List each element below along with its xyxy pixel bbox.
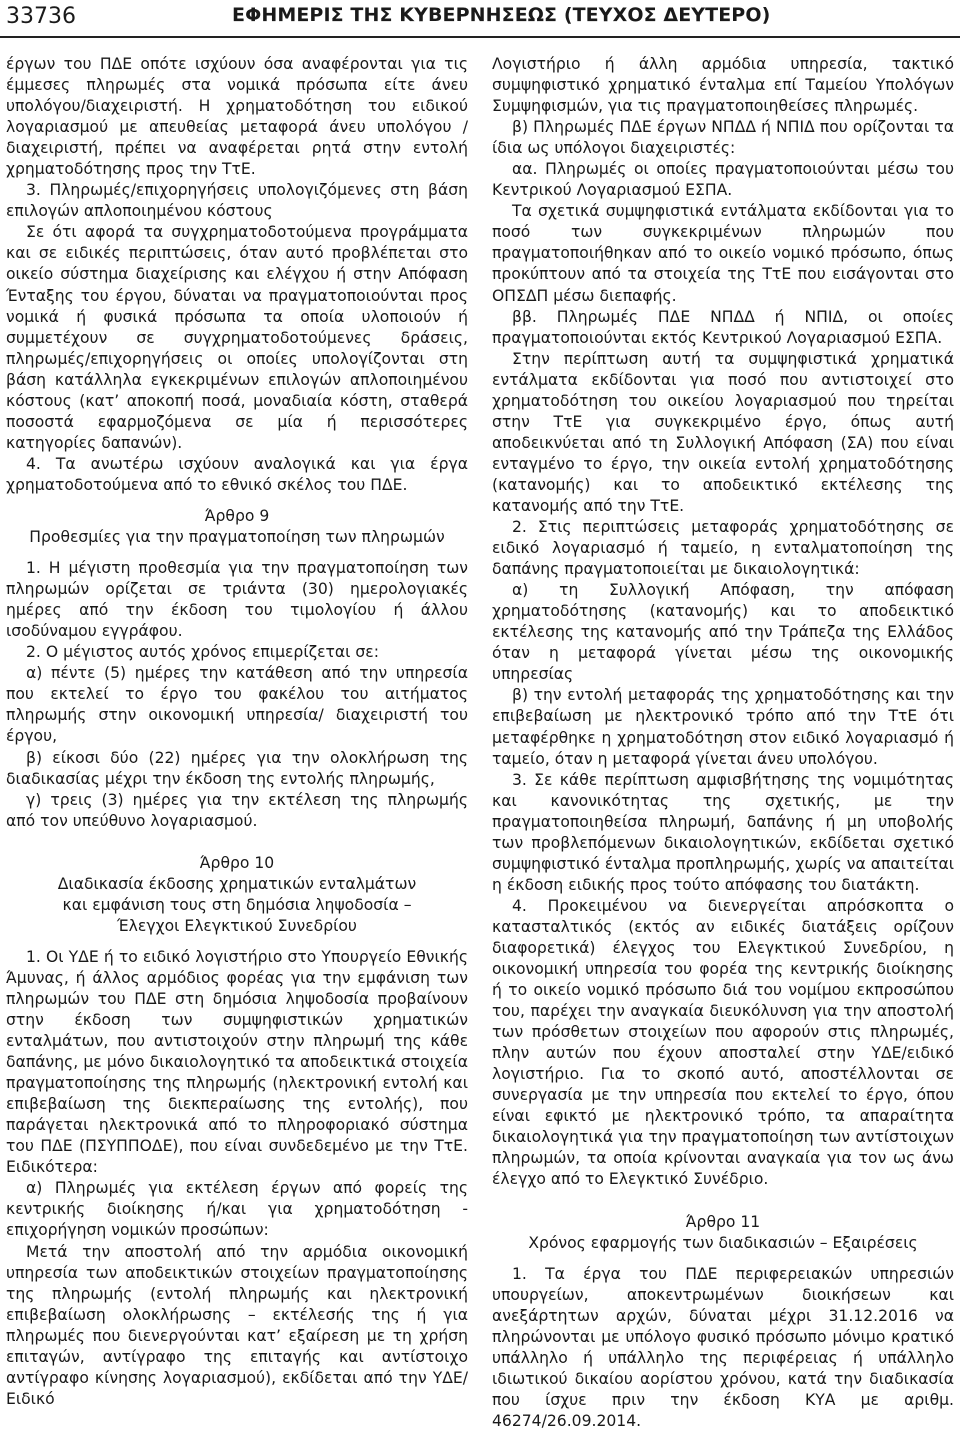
paragraph: έργων του ΠΔΕ οπότε ισχύουν όσα αναφέρονται για τις έμμεσες πληρωμές στα νομικά πρόσωπα είτε άνευ υπολόγου/διαχειριστή. Η χρηματοδότηση του ειδικού λογαριασμού με απευθείας μεταφορά άνευ υπολόγου /διαχειριστή, πρέπει να αναφέρεται ρητά στην εντολή χρηματοδότησης προς την ΤτΕ. bbox=[6, 55, 468, 179]
article-9-title: Άρθρο 9 bbox=[204, 506, 270, 525]
page-number: 33736 bbox=[6, 4, 76, 29]
paragraph: ββ. Πληρωμές ΠΔΕ ΝΠΔΔ ή ΝΠΙΔ, οι οποίες πραγματοποιούνται εκτός Κεντρικού Λογαριασμού ΕΣΠΑ. bbox=[492, 307, 954, 347]
paragraph: Μετά την αποστολή από την αρμόδια οικονομική υπηρεσία των αποδεικτικών στοιχείων πραγματοποίησης της πληρωμής (εντολή πληρωμής και ηλεκτρονική επιβεβαίωση ολοκλήρωσης – εκτέλεσής της ή για πληρωμές που διενεργούνται κατ’ εξαίρεση με τη χρήση επιταγών, αντίγραφο της επιταγής και αντίστοιχο αντίγραφο κίνησης λογαριασμού), εκδίδεται από την ΥΔΕ/Ειδικό bbox=[6, 1242, 468, 1408]
article-10-subtitle-line3: Έλεγχοι Ελεγκτικού Συνεδρίου bbox=[117, 916, 357, 935]
paragraph: 1. Η μέγιστη προθεσμία για την πραγματοποίηση των πληρωμών ορίζεται σε τριάντα (30) ημερολογιακές ημέρες από την έκδοση του τιμολογίου ή άλλου ισοδύναμου εγγράφου. bbox=[6, 559, 468, 641]
article-11-title: Άρθρο 11 bbox=[685, 1212, 761, 1231]
paragraph: α) πέντε (5) ημέρες την κατάθεση από την υπηρεσία που εκτελεί το έργο του φακέλου του αιτήματος πληρωμής στην οικονομική υπηρεσία/ διαχειριστή του έργου, bbox=[6, 664, 468, 746]
paragraph: 2. Στις περιπτώσεις μεταφοράς χρηματοδότησης σε ειδικό λογαριασμό ή ταμείο, η ενταλματοποίηση της δαπάνης πραγματοποιείται με δικαιολογητικά: bbox=[492, 518, 954, 579]
paragraph: α) τη Συλλογική Απόφαση, την απόφαση χρηματοδότησης (κατανομής) και το αποδεικτικό εκτέλεσης της κατανομής από την Τράπεζα της Ελλάδος όταν η μεταφορά γίνεται μέσω της οικονομικής υπηρεσίας bbox=[492, 581, 954, 684]
article-10-subtitle-line1: Διαδικασία έκδοσης χρηματικών ενταλμάτων bbox=[57, 874, 417, 893]
article-11-subtitle: Χρόνος εφαρμογής των διαδικασιών – Εξαιρέσεις bbox=[528, 1233, 918, 1252]
paragraph: 1. Τα έργα του ΠΔΕ περιφερειακών υπηρεσιών υπουργείων, αποκεντρωμένων διοικήσεων και ανεξάρτητων αρχών, δύναται μέχρι 31.12.2016 να πληρώνονται με υπόλογο φυσικό πρόσωπο μόνιμο κρατικό υπάλληλο ή υπάλληλο της περιφέρειας ή υπάλληλο ιδιωτικού δικαίου αορίστου χρόνου, κατά την διαδικασία που ίσχυε πριν την έκδοση ΚΥΑ με αριθμ. 46274/26.09.2014. bbox=[492, 1264, 954, 1430]
paragraph: 4. Προκειμένου να διενεργείται απρόσκοπτα ο κατασταλτικός (εκτός αν ειδικές διατάξεις ορίζουν διαφορετικά) έλεγχος του Ελεγκτικού Συνεδρίου, η οικονομική υπηρεσία του φορέα της κεντρικής διοίκησης ή το οικείο νομικό πρόσωπο διά του νομίμου εκπροσώπου του, παρέχει την αναγκαία διευκόλυνση για την αποστολή των πρόσθετων στοιχείων που αφορούν στις πληρωμές, πλην αυτών που έχουν αποσταλεί στην ΥΔΕ/ειδικό λογιστήριο. Για το σκοπό αυτό, αποστέλλονται σε συνεργασία με την υπηρεσία που εκτελεί το έργο, όπου είναι εφικτό με ηλεκτρονικό τρόπο, τα απαραίτητα δικαιολογητικά για την πραγματοποίηση των αντίστοιχων πληρωμών, τα οποία κρίνονται αναγκαία για τον ως άνω έλεγχο από το Ελεγκτικό Συνέδριο. bbox=[492, 896, 954, 1189]
paragraph: αα. Πληρωμές οι οποίες πραγματοποιούνται μέσω του Κεντρικού Λογαριασμού ΕΣΠΑ. bbox=[492, 160, 954, 200]
paragraph: 3. Σε κάθε περίπτωση αμφισβήτησης της νομιμότητας και κανονικότητας της σχετικής, με την πραγματοποιηθείσα πληρωμή, δαπάνης ή μη υποβολής των προβλεπόμενων δικαιολογητικών, εκδίδεται σχετικό συμψηφιστικό ένταλμα προπληρωμής, χωρίς να απαιτείται η έκδοση ειδικής προς τούτο απόφασης του διατάκτη. bbox=[492, 770, 954, 894]
paragraph: 2. Ο μέγιστος αυτός χρόνος επιμερίζεται σε: bbox=[26, 643, 379, 662]
paragraph: Τα σχετικά συμψηφιστικά εντάλματα εκδίδονται για το ποσό των συγκεκριμένων πληρωμών που πραγματοποιήθηκαν από το οικείο νομικό πρόσωπο, όπως προκύπτουν από τα στοιχεία της ΤτΕ που εισάγονται στο ΟΠΣΔΠ μέσω διεπαφής. bbox=[492, 202, 954, 305]
paragraph: γ) τρεις (3) ημέρες για την εκτέλεση της πληρωμής από τον υπεύθυνο λογαριασμού. bbox=[6, 790, 468, 830]
paragraph: Στην περίπτωση αυτή τα συμψηφιστικά χρηματικά εντάλματα εκδίδονται για ποσό που αντιστοιχεί στο χρηματοδότηση του οικείου λογαριασμού που τηρείται στην ΤτΕ για συγκεκριμένο έργο, όπως αυτή αποδεικνύεται από τη Συλλογική Απόφαση (ΣΑ) που είναι ενταγμένο το έργο, την οικεία εντολή χρηματοδότησης (κατανομής) και το αποδεικτικό εκτέλεσης της κατανομής από την ΤτΕ. bbox=[492, 349, 954, 515]
article-10-subtitle-line2: και εμφάνιση τους στη δημόσια ληψοδοσία – bbox=[62, 895, 412, 914]
right-column bbox=[492, 54, 954, 1432]
article-9-subtitle: Προθεσμίες για την πραγματοποίηση των πληρωμών bbox=[29, 528, 445, 547]
paragraph: 1. Οι ΥΔΕ ή το ειδικό λογιστήριο στο Υπουργείο Εθνικής Άμυνας, ή άλλος αρμόδιος φορέας για την εμφάνιση των πληρωμών του ΠΔΕ στη δημόσια ληψοδοσία προβαίνουν στην έκδοση των συμψηφιστικών χρηματικών ενταλμάτων, που αντιστοιχούν στην πληρωμή της κάθε δαπάνης, με μόνο δικαιολογητικό τα αποδεικτικά στοιχεία πραγματοποίησης της πληρωμής (ηλεκτρονική εντολή και επιβεβαίωση της διεκπεραίωσης της εντολής), που παράγεται ηλεκτρονικά από το πληροφοριακό σύστημα του ΠΔΕ (ΠΣΥΠΠΟΔΕ), που είναι συνδεδεμένο με την ΤτΕ. Ειδικότερα: bbox=[6, 947, 468, 1177]
article-10-title: Άρθρο 10 bbox=[199, 853, 275, 872]
gazette-header bbox=[0, 0, 960, 44]
gazette-title: ΕΦΗΜΕΡΙΣ ΤΗΣ ΚΥΒΕΡΝΗΣΕΩΣ (ΤΕΥΧΟΣ ΔΕΥΤΕΡΟ) bbox=[232, 4, 771, 26]
paragraph: β) είκοσι δύο (22) ημέρες για την ολοκλήρωση της διαδικασίας μέχρι την έκδοση της εντολής πληρωμής, bbox=[6, 748, 468, 788]
paragraph: 4. Τα ανωτέρω ισχύουν αναλογικά και για έργα χρηματοδοτούμενα από το εθνικό σκέλος του ΠΔΕ. bbox=[6, 454, 468, 494]
paragraph: Λογιστήριο ή άλλη αρμόδια υπηρεσία, τακτικό συμψηφιστικό χρηματικό ένταλμα επί Ταμείου Υπολόγων Συμψηφισμών, για τις πραγματοποιηθείσες πληρωμές. bbox=[492, 55, 954, 116]
paragraph: 3. Πληρωμές/επιχορηγήσεις υπολογιζόμενες στη βάση επιλογών απλοποιημένου κόστους bbox=[6, 181, 468, 221]
paragraph: β) την εντολή μεταφοράς της χρηματοδότησης και την επιβεβαίωση με ηλεκτρονικό τρόπο από την ΤτΕ ότι μεταφέρθηκε η χρηματοδότηση στον ειδικό λογαριασμό ή ταμείο, όταν η μεταφορά γίνεται άνευ υπολόγου. bbox=[492, 686, 954, 768]
paragraph: β) Πληρωμές ΠΔΕ έργων ΝΠΔΔ ή ΝΠΙΔ που ορίζονται τα ίδια ως υπόλογοι διαχειριστές: bbox=[492, 118, 954, 158]
paragraph: α) Πληρωμές για εκτέλεση έργων από φορείς της κεντρικής διοίκησης ή/και για χρηματοδότηση - επιχορήγηση νομικών προσώπων: bbox=[6, 1179, 468, 1240]
paragraph: Σε ότι αφορά τα συγχρηματοδοτούμενα προγράμματα και σε ειδικές περιπτώσεις, όταν αυτό προβλέπεται στο οικείο σύστημα διαχείρισης και ελέγχου ή στην Απόφαση Ένταξης του έργου, δύναται να πραγματοποιούνται προς νομικά ή φυσικά πρόσωπα τα οποία υλοποιούν ή συμμετέχουν σε συγχρηματοδοτούμενες δράσεις, πληρωμές/επιχορηγήσεις οι οποίες υπολογίζονται στη βάση κατάλληλα εγκεκριμένων επιλογών απλοποιημένου κόστους (κατ’ αποκοπή ποσά, μοναδιαία κόστη, σταθερά ποσοστά εφαρμοζόμενα σε μία ή περισσότερες κατηγορίες δαπανών). bbox=[6, 223, 468, 452]
left-column bbox=[6, 54, 468, 1410]
header-rule bbox=[0, 36, 960, 38]
